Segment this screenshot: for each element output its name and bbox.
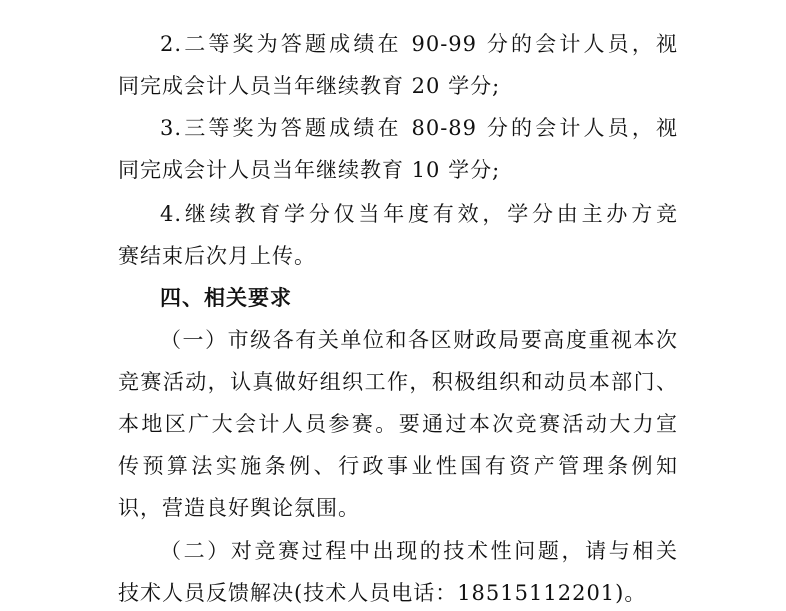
paragraph-line-credit-cont: 赛结束后次月上传。 — [118, 244, 316, 268]
paragraph-line-req-1-cont-1: 竞赛活动，认真做好组织工作，积极组织和动员本部门、 — [118, 370, 678, 394]
paragraph-line-prize-2: 2.二等奖为答题成绩在 90-99 分的会计人员，视 — [160, 32, 678, 56]
paragraph-line-req-1-cont-3: 传预算法实施条例、行政事业性国有资产管理条例知 — [118, 454, 678, 478]
paragraph-line-prize-3-cont: 同完成会计人员当年继续教育 10 学分; — [118, 158, 501, 182]
paragraph-line-prize-2-cont: 同完成会计人员当年继续教育 20 学分; — [118, 74, 501, 98]
paragraph-line-prize-3: 3.三等奖为答题成绩在 80-89 分的会计人员，视 — [160, 116, 678, 140]
paragraph-line-req-1-cont-4: 识，营造良好舆论氛围。 — [118, 496, 360, 520]
paragraph-line-req-1: （一）市级各有关单位和各区财政局要高度重视本次 — [160, 328, 678, 352]
paragraph-line-credit: 4.继续教育学分仅当年度有效，学分由主办方竞 — [160, 202, 678, 226]
paragraph-line-req-2-cont: 技术人员反馈解决(技术人员电话：18515112201)。 — [118, 581, 647, 605]
paragraph-line-req-1-cont-2: 本地区广大会计人员参赛。要通过本次竞赛活动大力宣 — [118, 412, 678, 436]
paragraph-line-req-2: （二）对竞赛过程中出现的技术性问题，请与相关 — [160, 539, 678, 563]
section-heading-requirements: 四、相关要求 — [160, 286, 292, 310]
